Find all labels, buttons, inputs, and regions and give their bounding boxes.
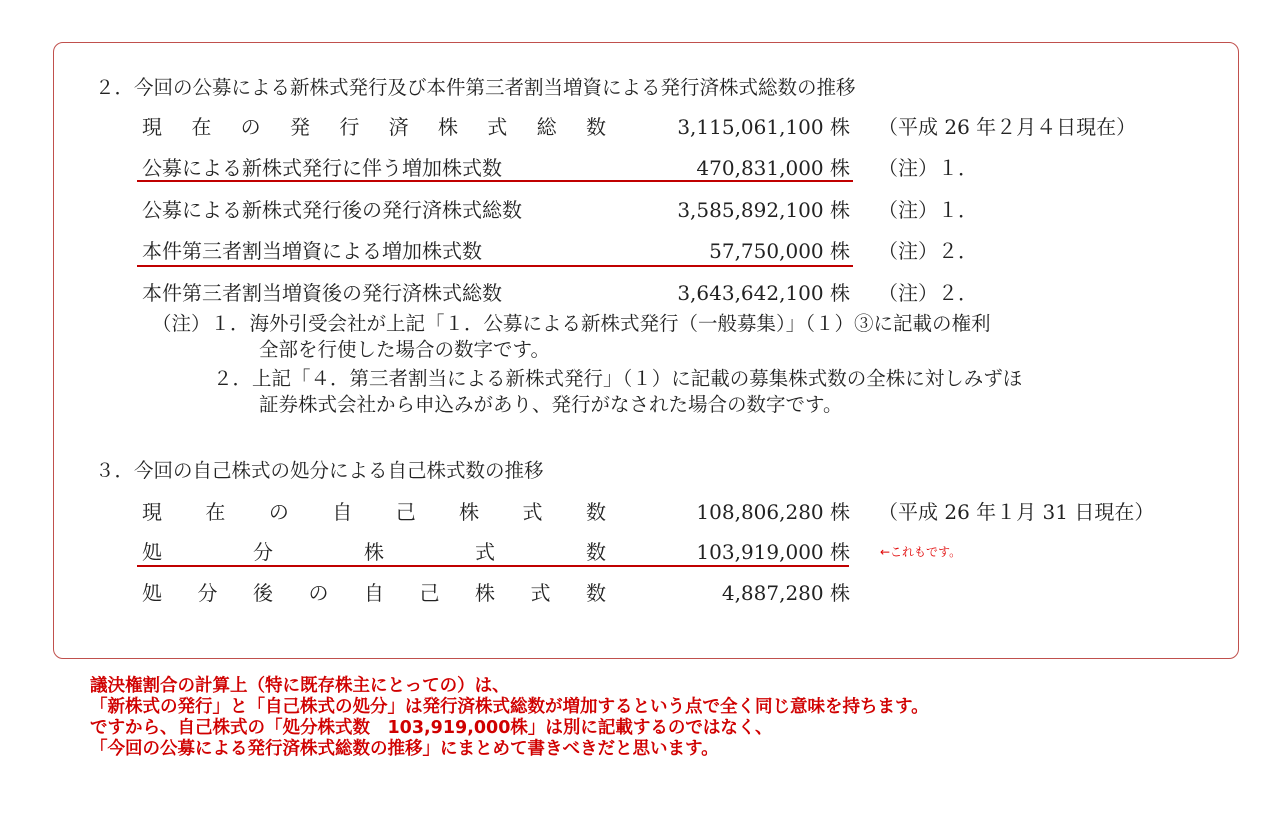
row-note: （注）１． [878, 156, 978, 180]
label-text: 本件第三者割当増資後の発行済株式総数 [142, 281, 502, 305]
share-count: 4,887,280 株 [721, 581, 850, 605]
commentary-line: 議決権割合の計算上（特に既存株主にとっての）は、 [90, 676, 510, 696]
row-label [142, 280, 606, 306]
share-count: 108,806,280 株 [696, 500, 850, 524]
row-note: （注）２． [878, 239, 978, 263]
section-3-heading: ３．今回の自己株式の処分による自己株式数の推移 [95, 459, 544, 482]
row-note: （平成 26 年１月 31 日現在） [878, 500, 1155, 524]
label-text: 済 [388, 115, 409, 139]
label-text: 総 [536, 115, 557, 139]
label-text: 数 [585, 115, 606, 139]
label-text: 己 [419, 581, 440, 605]
label-text: 数 [586, 581, 606, 605]
label-text: 式 [522, 500, 543, 524]
label-text: 分 [197, 581, 218, 605]
label-text: 数 [585, 500, 606, 524]
label-text: の [308, 581, 329, 605]
row-label [142, 155, 606, 181]
share-count: 3,585,892,100 株 [677, 198, 850, 222]
label-text: 株 [475, 581, 495, 605]
commentary-line: 「今回の公募による発行済株式総数の推移」にまとめて書きべきだと思います。 [90, 739, 719, 759]
commentary [90, 676, 1240, 760]
row-label [142, 580, 606, 606]
label-text: 数 [586, 540, 606, 564]
label-text: 公募による新株式発行後の発行済株式総数 [142, 198, 522, 222]
share-count: 57,750,000 株 [709, 239, 850, 263]
row-label [142, 114, 606, 140]
note-line: （注）１．海外引受会社が上記「１．公募による新株式発行（一般募集）」（１）③に記載の権利 [152, 312, 991, 335]
row-label [142, 539, 606, 565]
label-text: 現 [142, 500, 162, 524]
row-label [142, 238, 606, 264]
label-text: の [240, 115, 261, 139]
share-count: 103,919,000 株 [696, 540, 850, 564]
note-line: ２．上記「４．第三者割当による新株式発行」（１）に記載の募集株式数の全株に対しみずほ [213, 367, 1023, 390]
label-text: 処 [142, 540, 162, 564]
row-note: （平成 26 年２月４日現在） [878, 115, 1137, 139]
note-line: 全部を行使した場合の数字です。 [259, 338, 550, 361]
label-text: 己 [395, 500, 416, 524]
share-count: 3,643,642,100 株 [677, 281, 850, 305]
row-label [142, 499, 606, 525]
label-text: 式 [475, 540, 495, 564]
label-text: 株 [437, 115, 458, 139]
note-line: 証券株式会社から申込みがあり、発行がなされた場合の数字です。 [259, 393, 843, 416]
label-text: 自 [332, 500, 353, 524]
label-text: 式 [487, 115, 508, 139]
label-text: 公募による新株式発行に伴う増加株式数 [142, 156, 502, 180]
share-count: 3,115,061,100 株 [677, 115, 850, 139]
highlight-underline [137, 565, 849, 567]
commentary-line: ですから、自己株式の「処分株式数 103,919,000株」は別に記載するのではなく、 [90, 718, 773, 738]
label-text: の [268, 500, 289, 524]
label-text: 現 [142, 115, 162, 139]
row-note: （注）２． [878, 281, 978, 305]
label-text: 発 [289, 115, 310, 139]
commentary-line: 「新株式の発行」と「自己株式の処分」は発行済株式総数が増加するという点で全く同じ意味を持ちます。 [90, 697, 929, 717]
label-text: 行 [339, 115, 360, 139]
highlight-underline [137, 265, 853, 267]
row-note: （注）１． [878, 198, 978, 222]
label-text: 式 [530, 581, 551, 605]
label-text: 株 [364, 540, 384, 564]
arrow-annotation: ←これもです。 [880, 545, 962, 559]
label-text: 処 [142, 581, 162, 605]
label-text: 分 [253, 540, 273, 564]
highlight-underline [137, 180, 853, 182]
label-text: 在 [191, 115, 212, 139]
section-2-heading: ２．今回の公募による新株式発行及び本件第三者割当増資による発行済株式総数の推移 [95, 76, 856, 99]
label-text: 自 [364, 581, 384, 605]
share-count: 470,831,000 株 [696, 156, 850, 180]
row-label [142, 197, 606, 223]
label-text: 本件第三者割当増資による増加株式数 [142, 239, 482, 263]
label-text: 在 [205, 500, 226, 524]
label-text: 後 [253, 581, 273, 605]
label-text: 株 [459, 500, 480, 524]
